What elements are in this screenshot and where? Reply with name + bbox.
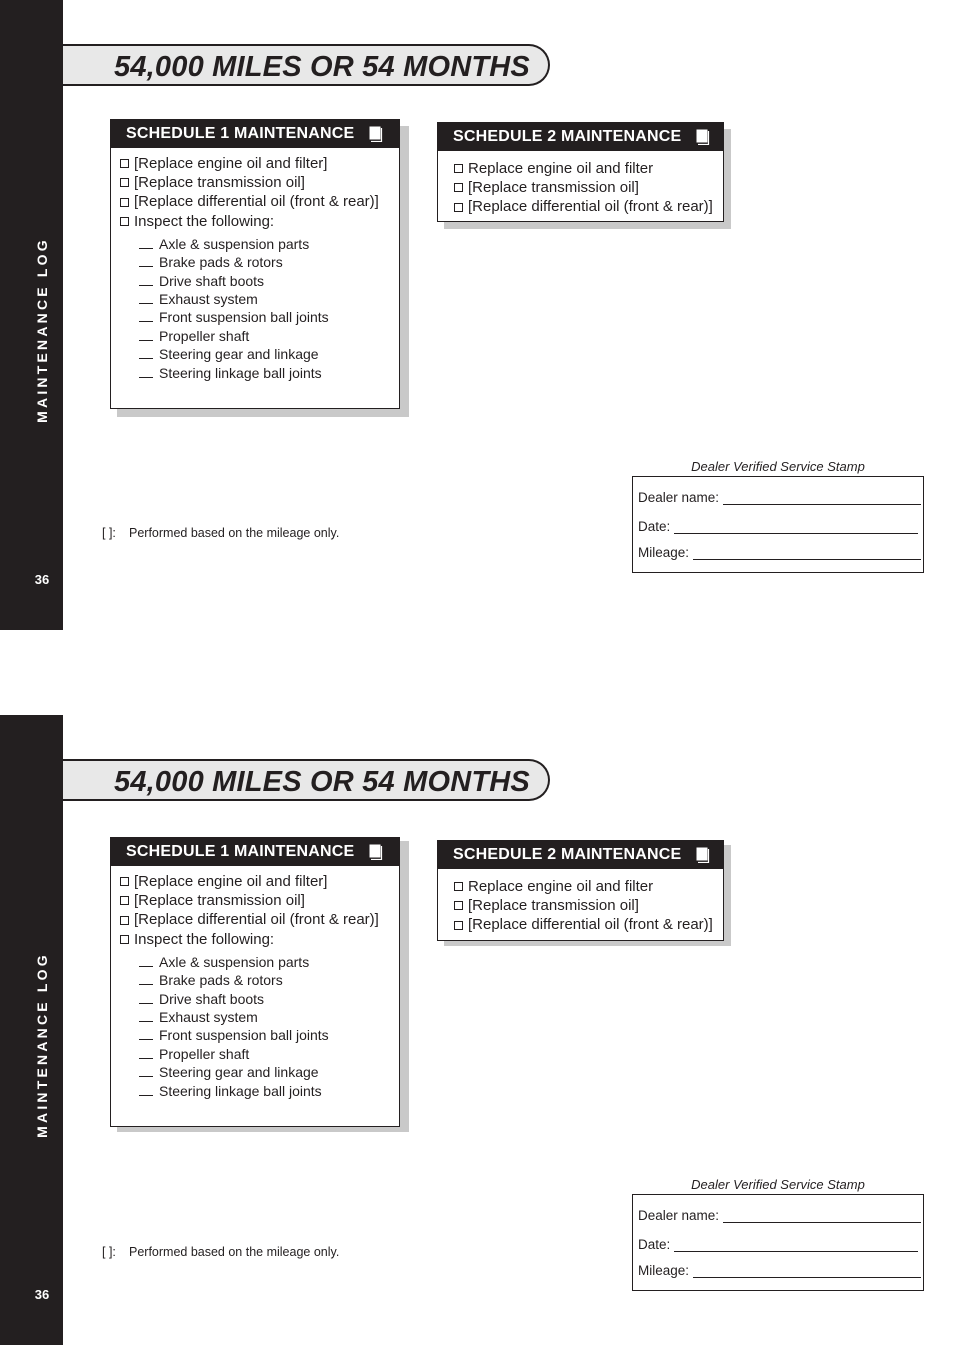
dealer-name-field[interactable] xyxy=(723,1210,921,1223)
inspect-item: Exhaust system xyxy=(120,290,399,308)
maintenance-log-page xyxy=(0,0,954,630)
schedule-2-task: Replace engine oil and filter xyxy=(454,877,723,896)
check-blank[interactable] xyxy=(139,955,153,967)
interval-heading: 54,000 MILES OR 54 MONTHS xyxy=(114,766,530,798)
footnote-text: Performed based on the mileage only. xyxy=(129,526,340,540)
checkbox-icon[interactable] xyxy=(454,164,463,173)
sidebar xyxy=(0,715,63,1345)
footnote xyxy=(102,1245,339,1259)
check-blank[interactable] xyxy=(139,1010,153,1022)
schedule-1-header xyxy=(111,120,399,148)
schedule-1-body xyxy=(111,866,399,1100)
schedule-2-header xyxy=(438,841,723,869)
inspect-item: Brake pads & rotors xyxy=(120,253,399,271)
check-blank[interactable] xyxy=(139,310,153,322)
mileage-label: Mileage: xyxy=(638,545,690,560)
inspect-item: Drive shaft boots xyxy=(120,990,399,1008)
dealer-name-row xyxy=(638,490,921,505)
stamp-caption: Dealer Verified Service Stamp xyxy=(691,1177,865,1192)
schedule-2-title: SCHEDULE 2 MAINTENANCE xyxy=(453,128,682,145)
checkbox-icon[interactable] xyxy=(120,198,129,207)
schedule-1-task: [Replace differential oil (front & rear)] xyxy=(120,192,399,211)
inspect-item: Front suspension ball joints xyxy=(120,308,399,326)
inspect-item: Propeller shaft xyxy=(120,327,399,345)
date-row xyxy=(638,1237,918,1252)
checkbox-icon[interactable] xyxy=(454,183,463,192)
schedule-2-body xyxy=(438,869,723,935)
checkbox-icon[interactable] xyxy=(454,203,463,212)
date-field[interactable] xyxy=(674,521,918,534)
schedule-1-task: Inspect the following: xyxy=(120,212,399,231)
checkbox-icon[interactable] xyxy=(120,916,129,925)
footnote-symbol: [ ]: xyxy=(102,526,116,540)
check-blank[interactable] xyxy=(139,347,153,359)
inspect-item: Steering linkage ball joints xyxy=(120,364,399,382)
date-field[interactable] xyxy=(674,1239,918,1252)
schedule-2-task: [Replace differential oil (front & rear)] xyxy=(454,197,723,216)
inspect-item: Exhaust system xyxy=(120,1008,399,1026)
inspect-item: Steering gear and linkage xyxy=(120,345,399,363)
schedule-1-task: [Replace transmission oil] xyxy=(120,173,399,192)
check-blank[interactable] xyxy=(139,1047,153,1059)
inspect-item: Axle & suspension parts xyxy=(120,953,399,971)
checkbox-icon[interactable] xyxy=(120,217,129,226)
footnote-text: Performed based on the mileage only. xyxy=(129,1245,340,1259)
schedule-1-box xyxy=(110,119,400,409)
mileage-field[interactable] xyxy=(693,547,921,560)
date-label: Date: xyxy=(638,519,671,534)
date-label: Date: xyxy=(638,1237,671,1252)
interval-heading: 54,000 MILES OR 54 MONTHS xyxy=(114,51,530,83)
inspect-item: Steering linkage ball joints xyxy=(120,1082,399,1100)
sidebar xyxy=(0,0,63,630)
check-blank[interactable] xyxy=(139,237,153,249)
schedule-1-task: [Replace engine oil and filter] xyxy=(120,872,399,891)
sidebar-title: MAINTENANCE LOG xyxy=(34,237,50,423)
inspect-item: Drive shaft boots xyxy=(120,272,399,290)
inspect-item: Front suspension ball joints xyxy=(120,1026,399,1044)
interval-heading-band xyxy=(63,759,550,801)
schedule-1-title: SCHEDULE 1 MAINTENANCE xyxy=(126,125,355,142)
schedule-1-task: [Replace differential oil (front & rear)] xyxy=(120,910,399,929)
dealer-name-label: Dealer name: xyxy=(638,490,720,505)
check-blank[interactable] xyxy=(139,274,153,286)
schedule-1-task: [Replace engine oil and filter] xyxy=(120,154,399,173)
page-number: 36 xyxy=(34,1287,50,1302)
check-blank[interactable] xyxy=(139,255,153,267)
book-icon xyxy=(696,129,710,145)
page-number: 36 xyxy=(34,572,50,587)
date-row xyxy=(638,519,918,534)
checkbox-icon[interactable] xyxy=(120,178,129,187)
schedule-1-title: SCHEDULE 1 MAINTENANCE xyxy=(126,843,355,860)
checkbox-icon[interactable] xyxy=(454,882,463,891)
inspect-item: Brake pads & rotors xyxy=(120,971,399,989)
book-icon xyxy=(369,844,383,860)
checkbox-icon[interactable] xyxy=(120,896,129,905)
schedule-1-task: Inspect the following: xyxy=(120,930,399,949)
check-blank[interactable] xyxy=(139,292,153,304)
mileage-field[interactable] xyxy=(693,1265,921,1278)
inspect-item: Steering gear and linkage xyxy=(120,1063,399,1081)
dealer-name-label: Dealer name: xyxy=(638,1208,720,1223)
schedule-1-box xyxy=(110,837,400,1127)
schedule-1-task: [Replace transmission oil] xyxy=(120,891,399,910)
inspect-item: Axle & suspension parts xyxy=(120,235,399,253)
schedule-1-header xyxy=(111,838,399,866)
schedule-2-task: [Replace transmission oil] xyxy=(454,178,723,197)
sidebar-title: MAINTENANCE LOG xyxy=(34,952,50,1138)
schedule-2-task: [Replace transmission oil] xyxy=(454,896,723,915)
check-blank[interactable] xyxy=(139,1084,153,1096)
checkbox-icon[interactable] xyxy=(454,901,463,910)
schedule-2-body xyxy=(438,151,723,217)
book-icon xyxy=(369,126,383,142)
mileage-row xyxy=(638,545,921,560)
interval-heading-band xyxy=(63,44,550,86)
schedule-2-box xyxy=(437,840,724,941)
schedule-2-title: SCHEDULE 2 MAINTENANCE xyxy=(453,846,682,863)
check-blank[interactable] xyxy=(139,366,153,378)
check-blank[interactable] xyxy=(139,973,153,985)
stamp-caption: Dealer Verified Service Stamp xyxy=(691,459,865,474)
checkbox-icon[interactable] xyxy=(120,935,129,944)
check-blank[interactable] xyxy=(139,1028,153,1040)
mileage-row xyxy=(638,1263,921,1278)
checkbox-icon[interactable] xyxy=(120,877,129,886)
check-blank[interactable] xyxy=(139,1065,153,1077)
check-blank[interactable] xyxy=(139,992,153,1004)
maintenance-log-page xyxy=(0,715,954,1345)
schedule-2-task: Replace engine oil and filter xyxy=(454,159,723,178)
inspect-item: Propeller shaft xyxy=(120,1045,399,1063)
schedule-2-task: [Replace differential oil (front & rear)] xyxy=(454,915,723,934)
dealer-name-field[interactable] xyxy=(723,492,921,505)
checkbox-icon[interactable] xyxy=(120,159,129,168)
schedule-2-box xyxy=(437,122,724,222)
footnote xyxy=(102,526,339,540)
schedule-2-header xyxy=(438,123,723,151)
dealer-stamp-box xyxy=(632,1194,924,1291)
dealer-stamp-box xyxy=(632,476,924,573)
dealer-name-row xyxy=(638,1208,921,1223)
mileage-label: Mileage: xyxy=(638,1263,690,1278)
book-icon xyxy=(696,847,710,863)
footnote-symbol: [ ]: xyxy=(102,1245,116,1259)
check-blank[interactable] xyxy=(139,329,153,341)
schedule-1-body xyxy=(111,148,399,382)
checkbox-icon[interactable] xyxy=(454,921,463,930)
